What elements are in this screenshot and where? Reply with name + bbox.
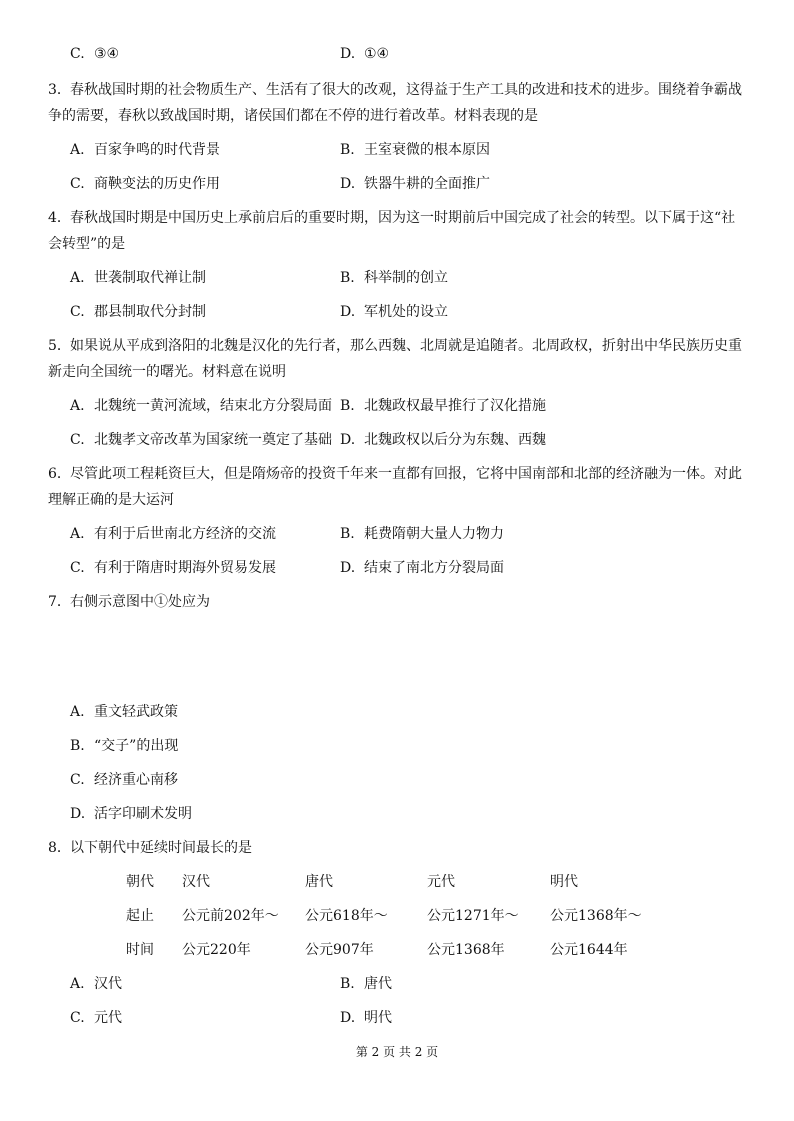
question-number: 7． xyxy=(48,594,71,610)
option-text: 北魏政权最早推行了汉化措施 xyxy=(364,398,546,414)
option-label: C. xyxy=(70,176,85,192)
option-text: 军机处的设立 xyxy=(364,304,448,320)
option-label: C. xyxy=(70,772,85,788)
option-text: 明代 xyxy=(364,1010,392,1026)
option-text: 王室衰微的根本原因 xyxy=(364,142,490,158)
option-label: D. xyxy=(340,1010,356,1026)
q7-stem xyxy=(48,590,748,614)
option-text: 北魏孝文帝改革为国家统一奠定了基础 xyxy=(94,432,332,448)
option-text: 郡县制取代分封制 xyxy=(94,304,206,320)
q6-option-b xyxy=(340,524,504,544)
option-label: C. xyxy=(70,560,85,576)
q3-option-b xyxy=(340,140,490,160)
q3-option-d xyxy=(340,174,490,194)
option-label: B. xyxy=(70,738,85,754)
table-cell: 汉代 xyxy=(182,874,210,890)
question-number: 4． xyxy=(48,210,71,226)
option-text: 结束了南北方分裂局面 xyxy=(364,560,504,576)
option-text: ③④ xyxy=(94,46,120,62)
question-text: 尽管此项工程耗资巨大，但是隋炀帝的投资千年来一直都有回报，它将中国南部和北部的经济融为一体。对此 xyxy=(70,466,742,482)
question-number: 5． xyxy=(48,338,71,354)
q5-option-c xyxy=(70,430,332,450)
q2-option-d xyxy=(340,44,389,64)
option-label: B. xyxy=(340,526,355,542)
option-text: ①④ xyxy=(364,46,390,62)
q5-stem-cont: 新走向全国统一的曙光。材料意在说明 xyxy=(48,364,286,380)
q6-option-c xyxy=(70,558,276,578)
q3-stem xyxy=(48,78,748,102)
q5-stem xyxy=(48,334,748,358)
option-label: B. xyxy=(340,398,355,414)
option-text: “交子”的出现 xyxy=(94,738,179,754)
table-cell: 公元1271年～ xyxy=(427,908,519,924)
option-label: A. xyxy=(70,270,85,286)
q4-option-b xyxy=(340,268,448,288)
option-label: A. xyxy=(70,398,85,414)
option-text: 活字印刷术发明 xyxy=(94,806,192,822)
question-number: 8． xyxy=(48,840,71,856)
option-label: B. xyxy=(340,142,355,158)
table-cell: 元代 xyxy=(427,874,455,890)
option-label: B. xyxy=(340,976,355,992)
q4-stem-cont: 会转型”的是 xyxy=(48,236,126,252)
q7-option-c xyxy=(70,770,178,790)
q8-stem xyxy=(48,836,748,860)
option-label: A. xyxy=(70,142,85,158)
table-cell: 公元1644年 xyxy=(550,942,628,958)
option-label: A. xyxy=(70,526,85,542)
q8-option-c xyxy=(70,1008,122,1028)
option-text: 汉代 xyxy=(94,976,122,992)
option-text: 元代 xyxy=(94,1010,122,1026)
option-text: 北魏政权以后分为东魏、西魏 xyxy=(364,432,546,448)
option-label: D. xyxy=(340,432,356,448)
q5-option-d xyxy=(340,430,546,450)
q4-option-d xyxy=(340,302,448,322)
option-text: 铁器牛耕的全面推广 xyxy=(364,176,490,192)
q7-option-a xyxy=(70,702,178,722)
table-cell: 时间 xyxy=(126,942,154,958)
q4-stem xyxy=(48,206,748,230)
option-text: 耗费隋朝大量人力物力 xyxy=(364,526,504,542)
q3-stem-cont: 争的需要，春秋以致战国时期，诸侯国们都在不停的进行着改革。材料表现的是 xyxy=(48,108,538,124)
question-text: 如果说从平成到洛阳的北魏是汉化的先行者，那么西魏、北周就是追随者。北周政权，折射出中华民族历史重 xyxy=(70,338,742,354)
table-cell: 公元前202年～ xyxy=(182,908,279,924)
q6-option-d xyxy=(340,558,504,578)
q6-stem xyxy=(48,462,748,486)
table-cell: 起止 xyxy=(126,908,154,924)
option-label: C. xyxy=(70,46,85,62)
q2-option-c xyxy=(70,44,119,64)
question-number: 6． xyxy=(48,466,71,482)
option-label: D. xyxy=(340,560,356,576)
option-label: A. xyxy=(70,704,85,720)
q8-option-b xyxy=(340,974,392,994)
option-text: 北魏统一黄河流域，结束北方分裂局面 xyxy=(94,398,332,414)
option-label: C. xyxy=(70,1010,85,1026)
table-cell: 公元618年～ xyxy=(305,908,388,924)
question-text: 以下朝代中延续时间最长的是 xyxy=(70,840,252,856)
q6-option-a xyxy=(70,524,276,544)
q6-stem-cont: 理解正确的是大运河 xyxy=(48,492,174,508)
option-label: D. xyxy=(70,806,86,822)
option-text: 科举制的创立 xyxy=(364,270,448,286)
option-text: 经济重心南移 xyxy=(94,772,178,788)
q7-option-b xyxy=(70,736,178,756)
question-number: 3． xyxy=(48,82,71,98)
q5-option-a xyxy=(70,396,332,416)
question-text: 春秋战国时期是中国历史上承前启后的重要时期，因为这一时期前后中国完成了社会的转型。以下属于这“社 xyxy=(70,210,736,226)
q8-option-a xyxy=(70,974,122,994)
question-text: 右侧示意图中①处应为 xyxy=(70,594,210,610)
option-text: 唐代 xyxy=(364,976,392,992)
table-cell: 公元220年 xyxy=(182,942,251,958)
option-label: D. xyxy=(340,304,356,320)
q3-option-a xyxy=(70,140,220,160)
option-text: 百家争鸣的时代背景 xyxy=(94,142,220,158)
table-cell: 公元1368年～ xyxy=(550,908,642,924)
q7-option-d xyxy=(70,804,192,824)
option-text: 有利于隋唐时期海外贸易发展 xyxy=(94,560,276,576)
option-label: D. xyxy=(340,46,356,62)
option-label: C. xyxy=(70,432,85,448)
table-cell: 明代 xyxy=(550,874,578,890)
option-label: A. xyxy=(70,976,85,992)
table-cell: 公元1368年 xyxy=(427,942,505,958)
table-cell: 朝代 xyxy=(126,874,154,890)
page-footer: 第 2 页 共 2 页 xyxy=(355,1045,439,1059)
option-label: B. xyxy=(340,270,355,286)
q8-option-d xyxy=(340,1008,392,1028)
q5-option-b xyxy=(340,396,546,416)
option-label: D. xyxy=(340,176,356,192)
option-label: C. xyxy=(70,304,85,320)
q3-option-c xyxy=(70,174,220,194)
option-text: 世袭制取代禅让制 xyxy=(94,270,206,286)
table-cell: 公元907年 xyxy=(305,942,374,958)
option-text: 商鞅变法的历史作用 xyxy=(94,176,220,192)
option-text: 有利于后世南北方经济的交流 xyxy=(94,526,276,542)
table-cell: 唐代 xyxy=(305,874,333,890)
option-text: 重文轻武政策 xyxy=(94,704,178,720)
q4-option-a xyxy=(70,268,206,288)
question-text: 春秋战国时期的社会物质生产、生活有了很大的改观，这得益于生产工具的改进和技术的进步。围绕着争霸战 xyxy=(70,82,742,98)
q4-option-c xyxy=(70,302,206,322)
